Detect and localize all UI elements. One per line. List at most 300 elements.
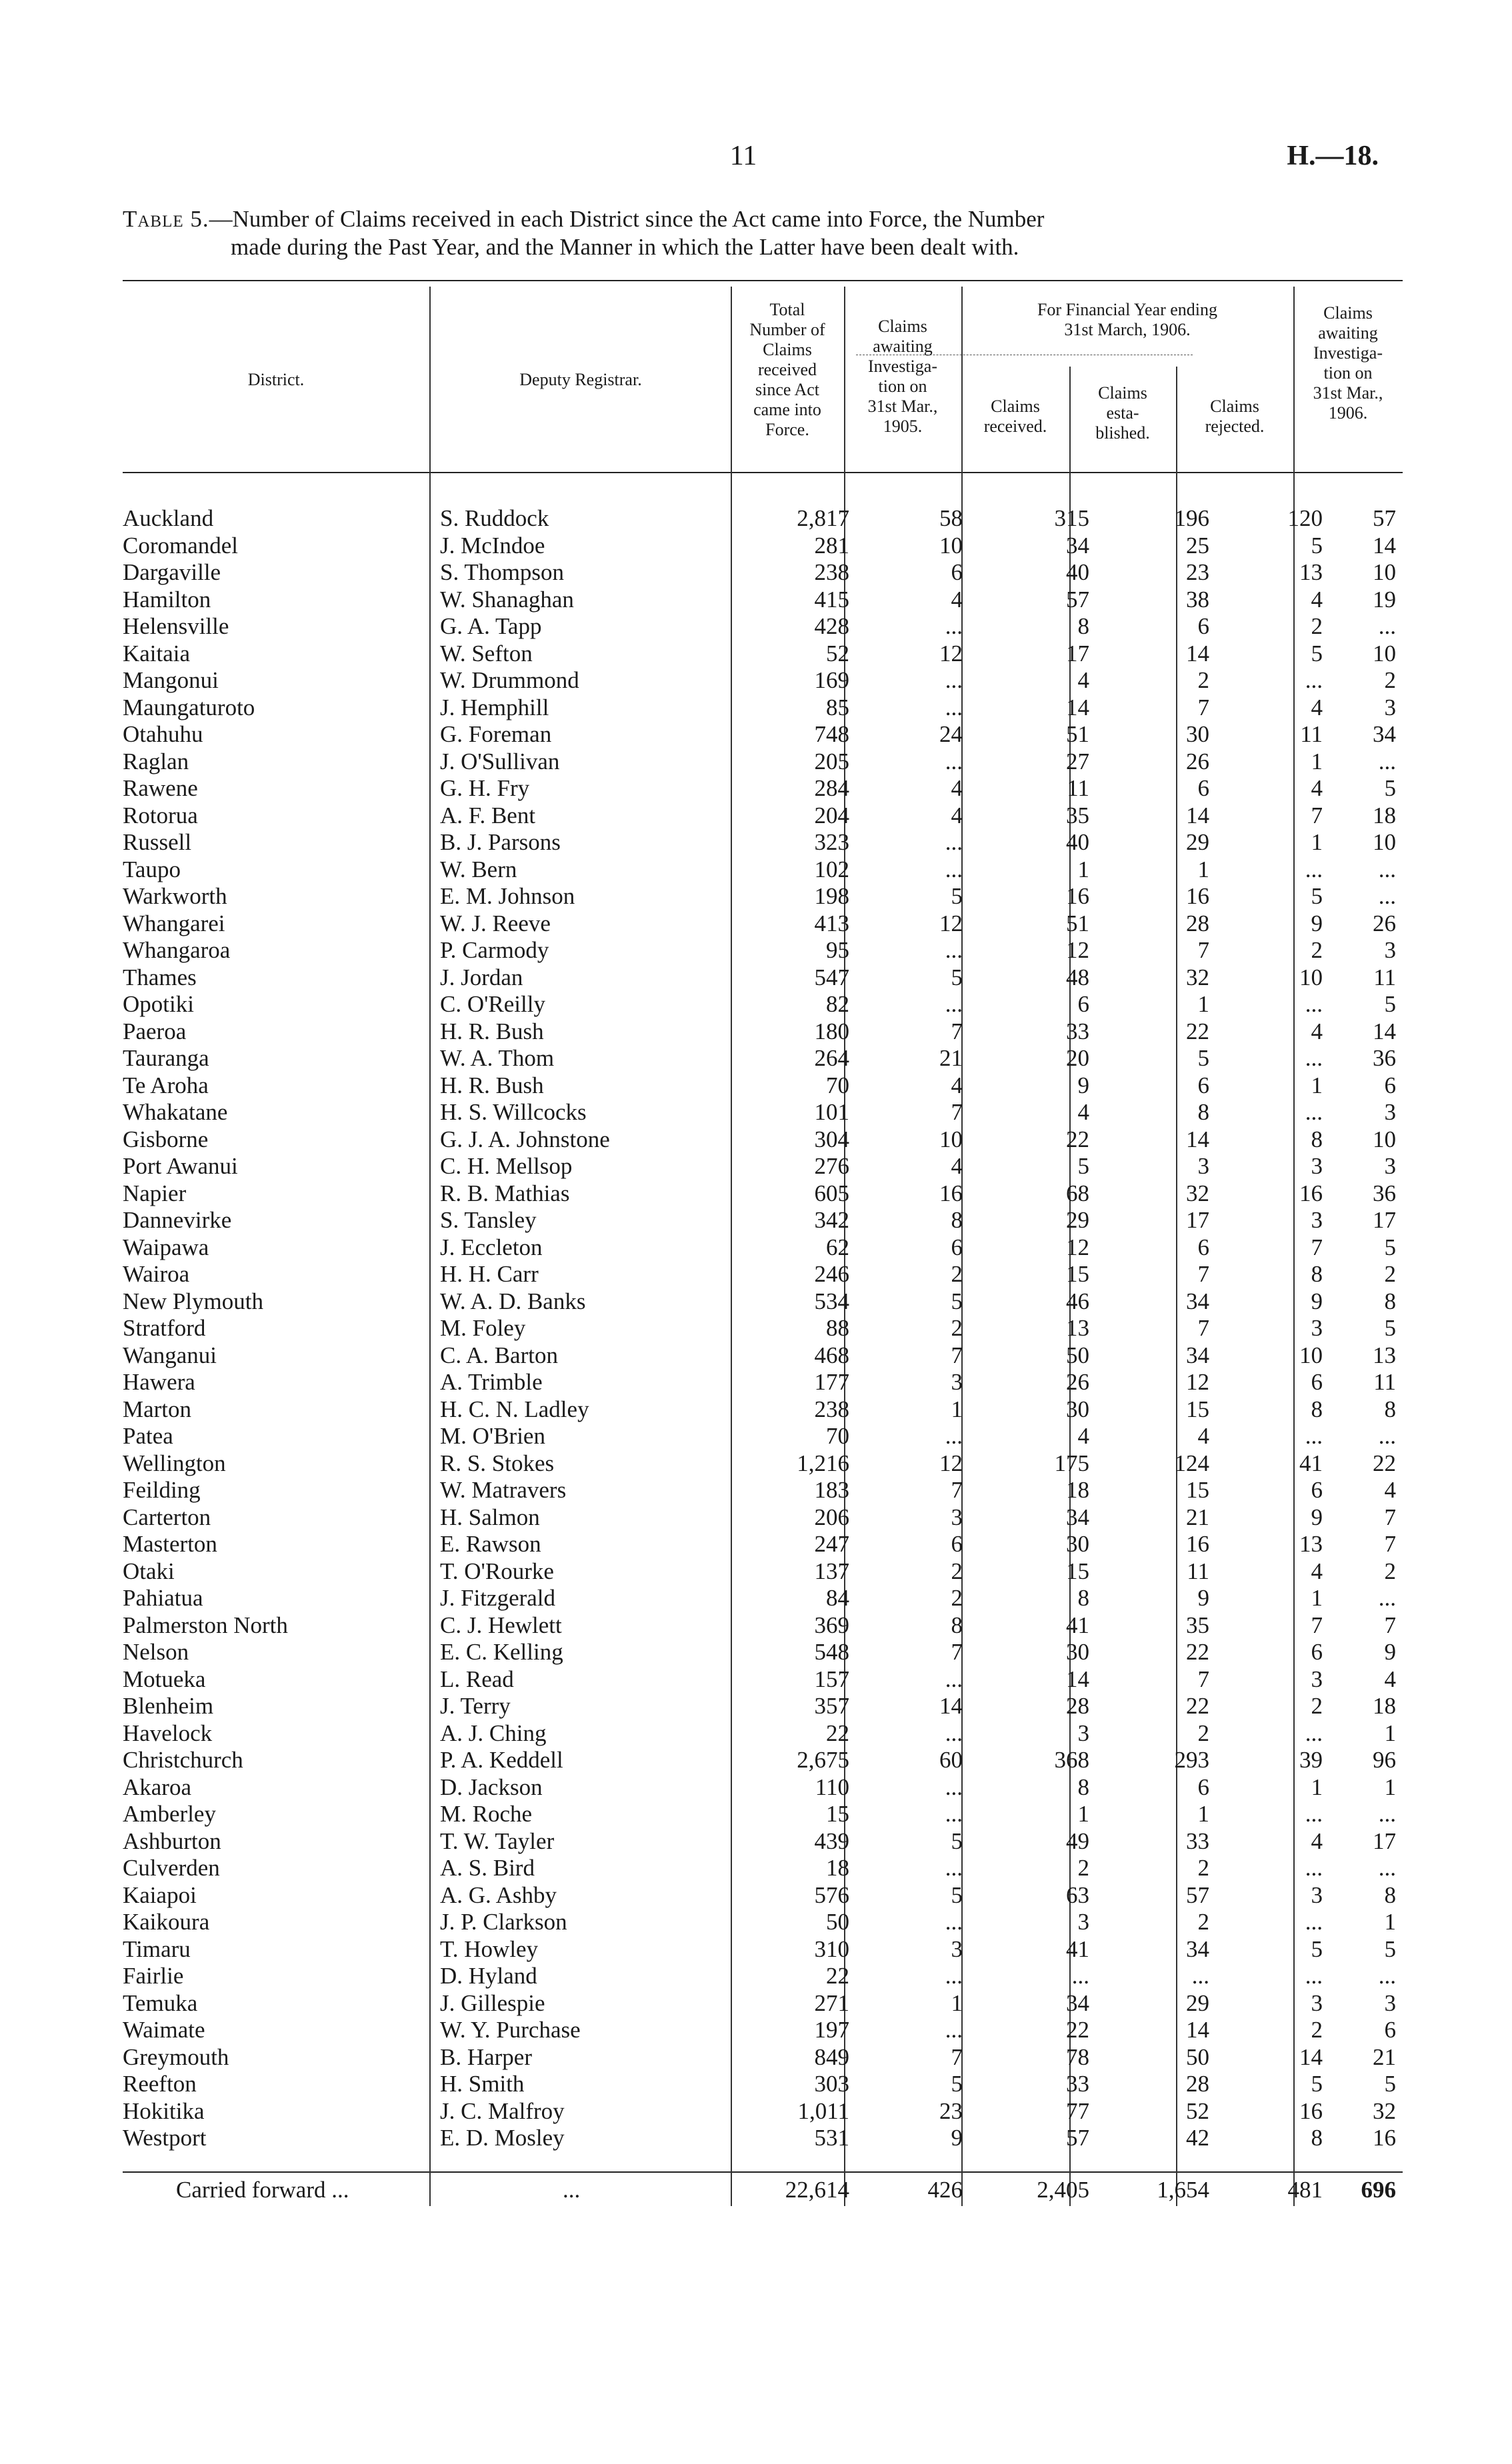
total-cell: 101 bbox=[814, 1099, 849, 1125]
rejected-cell: 4 bbox=[1311, 1828, 1323, 1854]
total-cell: 15 bbox=[826, 1801, 849, 1827]
awaiting-1906-cell: 57 bbox=[1373, 505, 1396, 531]
district-cell: Opotiki bbox=[123, 991, 194, 1017]
district-cell: Coromandel bbox=[123, 532, 239, 559]
rejected-cell: 13 bbox=[1299, 559, 1323, 585]
awaiting-1906-cell: ... bbox=[1378, 613, 1396, 639]
awaiting-1906-cell: 34 bbox=[1373, 721, 1396, 747]
total-cell: 82 bbox=[826, 991, 849, 1017]
awaiting-1906-cell: 1 bbox=[1384, 1909, 1396, 1935]
total-cell: 18 bbox=[826, 1855, 849, 1881]
table-row bbox=[123, 829, 1403, 856]
established-cell: 7 bbox=[1197, 1261, 1209, 1287]
deputy-cell: S. Tansley bbox=[440, 1207, 537, 1233]
awaiting-1905-cell: 1 bbox=[951, 1396, 963, 1422]
received-cell: 57 bbox=[1066, 2125, 1089, 2151]
table-row bbox=[123, 2071, 1403, 2098]
header-received: Claims received. bbox=[983, 397, 1047, 436]
awaiting-1906-cell: ... bbox=[1378, 883, 1396, 909]
table-row bbox=[123, 1990, 1403, 2017]
awaiting-1906-cell: 10 bbox=[1373, 640, 1396, 666]
awaiting-1905-cell: 6 bbox=[951, 1531, 963, 1557]
carried-label: Carried forward ... bbox=[176, 2177, 349, 2203]
total-cell: 70 bbox=[826, 1423, 849, 1449]
table-body bbox=[123, 505, 1403, 2152]
table-row bbox=[123, 640, 1403, 668]
awaiting-1906-cell: 3 bbox=[1384, 1099, 1396, 1125]
established-cell: 22 bbox=[1186, 1018, 1209, 1044]
received-cell: 34 bbox=[1066, 532, 1089, 559]
total-cell: 2,817 bbox=[797, 505, 849, 531]
deputy-cell: G. H. Fry bbox=[440, 775, 530, 801]
awaiting-1905-cell: 10 bbox=[939, 1126, 963, 1152]
deputy-cell: J. Terry bbox=[440, 1693, 511, 1719]
received-cell: 51 bbox=[1066, 910, 1089, 936]
rejected-cell: 4 bbox=[1311, 775, 1323, 801]
deputy-cell: S. Ruddock bbox=[440, 505, 549, 531]
awaiting-1905-cell: 3 bbox=[951, 1935, 963, 1962]
deputy-cell: H. C. N. Ladley bbox=[440, 1396, 589, 1422]
awaiting-1905-cell: ... bbox=[945, 613, 963, 639]
total-cell: 276 bbox=[814, 1153, 849, 1179]
district-cell: Tauranga bbox=[123, 1045, 209, 1071]
district-cell: Kaitaia bbox=[123, 640, 191, 666]
awaiting-1905-cell: 4 bbox=[951, 586, 963, 613]
total-cell: 310 bbox=[814, 1935, 849, 1962]
awaiting-1906-cell: 2 bbox=[1384, 667, 1396, 693]
established-cell: 29 bbox=[1186, 1989, 1209, 2016]
table-row bbox=[123, 2044, 1403, 2071]
established-cell: 25 bbox=[1186, 532, 1209, 559]
district-cell: Mangonui bbox=[123, 667, 219, 693]
total-cell: 439 bbox=[814, 1828, 849, 1854]
table-row bbox=[123, 1693, 1403, 1720]
established-cell: 42 bbox=[1186, 2125, 1209, 2151]
awaiting-1906-cell: 5 bbox=[1384, 775, 1396, 801]
received-cell: 30 bbox=[1066, 1531, 1089, 1557]
table-row bbox=[123, 1585, 1403, 1612]
received-cell: 29 bbox=[1066, 1207, 1089, 1233]
established-cell: 9 bbox=[1197, 1585, 1209, 1611]
rejected-cell: 2 bbox=[1311, 2017, 1323, 2043]
deputy-cell: H. S. Willcocks bbox=[440, 1099, 587, 1125]
table-row bbox=[123, 2017, 1403, 2044]
table-row bbox=[123, 2125, 1403, 2152]
table-row bbox=[123, 2098, 1403, 2125]
established-cell: 23 bbox=[1186, 559, 1209, 585]
awaiting-1906-cell: 5 bbox=[1384, 1935, 1396, 1962]
received-cell: 12 bbox=[1066, 937, 1089, 963]
awaiting-1906-cell: 26 bbox=[1373, 910, 1396, 936]
received-cell: 3 bbox=[1077, 1720, 1089, 1746]
established-cell: 15 bbox=[1186, 1477, 1209, 1503]
document-reference: H.—18. bbox=[1287, 141, 1379, 171]
total-cell: 52 bbox=[826, 640, 849, 666]
awaiting-1905-cell: 4 bbox=[951, 775, 963, 801]
established-cell: 7 bbox=[1197, 1315, 1209, 1341]
deputy-cell: W. Shanaghan bbox=[440, 586, 574, 613]
total-cell: 264 bbox=[814, 1045, 849, 1071]
total-cell: 281 bbox=[814, 532, 849, 559]
total-cell: 342 bbox=[814, 1207, 849, 1233]
established-cell: 6 bbox=[1197, 1234, 1209, 1260]
deputy-cell: A. F. Bent bbox=[440, 802, 536, 828]
rejected-cell: 1 bbox=[1311, 1585, 1323, 1611]
table-row bbox=[123, 1153, 1403, 1180]
awaiting-1906-cell: ... bbox=[1378, 748, 1396, 774]
deputy-cell: J. P. Clarkson bbox=[440, 1909, 567, 1935]
deputy-cell: H. H. Carr bbox=[440, 1261, 539, 1287]
table-row bbox=[123, 964, 1403, 992]
deputy-cell: G. A. Tapp bbox=[440, 613, 542, 639]
deputy-cell: J. McIndoe bbox=[440, 532, 545, 559]
table-row bbox=[123, 1801, 1403, 1828]
received-cell: 14 bbox=[1066, 1666, 1089, 1692]
established-cell: 1 bbox=[1197, 1801, 1209, 1827]
awaiting-1906-cell: ... bbox=[1378, 856, 1396, 882]
awaiting-1906-cell: 8 bbox=[1384, 1396, 1396, 1422]
deputy-cell: E. Rawson bbox=[440, 1531, 541, 1557]
awaiting-1906-cell: 9 bbox=[1384, 1639, 1396, 1665]
received-cell: ... bbox=[1071, 1963, 1089, 1989]
district-cell: Motueka bbox=[123, 1666, 206, 1692]
deputy-cell: R. S. Stokes bbox=[440, 1450, 555, 1476]
rejected-cell: 5 bbox=[1311, 1935, 1323, 1962]
rejected-cell: 9 bbox=[1311, 1288, 1323, 1314]
district-cell: Ashburton bbox=[123, 1828, 221, 1854]
awaiting-1906-cell: 36 bbox=[1373, 1045, 1396, 1071]
established-cell: 38 bbox=[1186, 586, 1209, 613]
deputy-cell: H. Smith bbox=[440, 2071, 525, 2097]
district-cell: Carterton bbox=[123, 1504, 211, 1530]
carried-established: 1,654 bbox=[1157, 2177, 1209, 2203]
awaiting-1906-cell: 2 bbox=[1384, 1261, 1396, 1287]
rejected-cell: 8 bbox=[1311, 2125, 1323, 2151]
total-cell: 357 bbox=[814, 1693, 849, 1719]
awaiting-1905-cell: 5 bbox=[951, 1828, 963, 1854]
awaiting-1906-cell: 3 bbox=[1384, 1989, 1396, 2016]
awaiting-1906-cell: 17 bbox=[1373, 1828, 1396, 1854]
table-row bbox=[123, 1504, 1403, 1532]
total-cell: 849 bbox=[814, 2043, 849, 2070]
table-row bbox=[123, 694, 1403, 722]
deputy-cell: W. J. Reeve bbox=[440, 910, 551, 936]
table-heading-line2: made during the Past Year, and the Manner in which the Latter have been dealt with. bbox=[231, 234, 1019, 260]
total-cell: 1,216 bbox=[797, 1450, 849, 1476]
awaiting-1906-cell: 36 bbox=[1373, 1180, 1396, 1206]
received-cell: 22 bbox=[1066, 2017, 1089, 2043]
table-row bbox=[123, 1126, 1403, 1154]
deputy-cell: B. Harper bbox=[440, 2043, 533, 2070]
rejected-cell: 8 bbox=[1311, 1396, 1323, 1422]
awaiting-1905-cell: ... bbox=[945, 748, 963, 774]
table-row bbox=[123, 1099, 1403, 1126]
received-cell: 27 bbox=[1066, 748, 1089, 774]
deputy-cell: T. Howley bbox=[440, 1935, 539, 1962]
awaiting-1905-cell: 24 bbox=[939, 721, 963, 747]
district-cell: Nelson bbox=[123, 1639, 189, 1665]
deputy-cell: H. Salmon bbox=[440, 1504, 540, 1530]
awaiting-1906-cell: ... bbox=[1378, 1423, 1396, 1449]
header-awaiting-1905: Claims awaiting Investiga- tion on 31st Mar., 1905. bbox=[867, 317, 938, 436]
awaiting-1906-cell: ... bbox=[1378, 1963, 1396, 1989]
rejected-cell: ... bbox=[1305, 1855, 1323, 1881]
established-cell: 7 bbox=[1197, 694, 1209, 720]
rejected-cell: 2 bbox=[1311, 937, 1323, 963]
total-cell: 304 bbox=[814, 1126, 849, 1152]
total-cell: 95 bbox=[826, 937, 849, 963]
deputy-cell: J. Fitzgerald bbox=[440, 1585, 556, 1611]
carried-forward-row bbox=[123, 2175, 1403, 2205]
rejected-cell: 10 bbox=[1299, 964, 1323, 990]
awaiting-1905-cell: 6 bbox=[951, 559, 963, 585]
district-cell: Otahuhu bbox=[123, 721, 203, 747]
total-cell: 206 bbox=[814, 1504, 849, 1530]
deputy-cell: W. Y. Purchase bbox=[440, 2017, 581, 2043]
established-cell: 6 bbox=[1197, 1072, 1209, 1098]
awaiting-1905-cell: 8 bbox=[951, 1207, 963, 1233]
table-row bbox=[123, 1369, 1403, 1396]
table-row bbox=[123, 775, 1403, 802]
rejected-cell: 6 bbox=[1311, 1369, 1323, 1395]
awaiting-1906-cell: 10 bbox=[1373, 1126, 1396, 1152]
awaiting-1905-cell: 3 bbox=[951, 1504, 963, 1530]
deputy-cell: A. J. Ching bbox=[440, 1720, 547, 1746]
table-row bbox=[123, 1666, 1403, 1694]
received-cell: 49 bbox=[1066, 1828, 1089, 1854]
district-cell: Whangaroa bbox=[123, 937, 231, 963]
total-cell: 198 bbox=[814, 883, 849, 909]
total-cell: 605 bbox=[814, 1180, 849, 1206]
received-cell: 41 bbox=[1066, 1612, 1089, 1638]
received-cell: 26 bbox=[1066, 1369, 1089, 1395]
rejected-cell: ... bbox=[1305, 1099, 1323, 1125]
district-cell: Taupo bbox=[123, 856, 181, 882]
awaiting-1906-cell: 7 bbox=[1384, 1612, 1396, 1638]
received-cell: 46 bbox=[1066, 1288, 1089, 1314]
established-cell: 124 bbox=[1174, 1450, 1209, 1476]
awaiting-1906-cell: 4 bbox=[1384, 1477, 1396, 1503]
awaiting-1906-cell: 19 bbox=[1373, 586, 1396, 613]
awaiting-1905-cell: 12 bbox=[939, 1450, 963, 1476]
awaiting-1906-cell: 10 bbox=[1373, 829, 1396, 855]
deputy-cell: J. Gillespie bbox=[440, 1989, 545, 2016]
total-cell: 157 bbox=[814, 1666, 849, 1692]
table-row bbox=[123, 802, 1403, 830]
awaiting-1905-cell: 2 bbox=[951, 1585, 963, 1611]
district-cell: Marton bbox=[123, 1396, 192, 1422]
deputy-cell: J. C. Malfroy bbox=[440, 2097, 565, 2124]
awaiting-1905-cell: 10 bbox=[939, 532, 963, 559]
deputy-cell: C. O'Reilly bbox=[440, 991, 545, 1017]
deputy-cell: W. Matravers bbox=[440, 1477, 567, 1503]
deputy-cell: S. Thompson bbox=[440, 559, 565, 585]
rejected-cell: 120 bbox=[1287, 505, 1323, 531]
awaiting-1905-cell: 5 bbox=[951, 2071, 963, 2097]
awaiting-1906-cell: 6 bbox=[1384, 1072, 1396, 1098]
total-cell: 531 bbox=[814, 2125, 849, 2151]
awaiting-1906-cell: 14 bbox=[1373, 532, 1396, 559]
rejected-cell: 7 bbox=[1311, 1234, 1323, 1260]
district-cell: Te Aroha bbox=[123, 1072, 209, 1098]
awaiting-1906-cell: 96 bbox=[1373, 1747, 1396, 1773]
rejected-cell: 2 bbox=[1311, 613, 1323, 639]
received-cell: 8 bbox=[1077, 613, 1089, 639]
awaiting-1905-cell: 7 bbox=[951, 1099, 963, 1125]
deputy-cell: A. Trimble bbox=[440, 1369, 543, 1395]
district-cell: Havelock bbox=[123, 1720, 213, 1746]
established-cell: 2 bbox=[1197, 1855, 1209, 1881]
district-cell: Raglan bbox=[123, 748, 189, 774]
table-row bbox=[123, 1072, 1403, 1100]
total-cell: 110 bbox=[815, 1774, 849, 1800]
received-cell: 34 bbox=[1066, 1989, 1089, 2016]
established-cell: 32 bbox=[1186, 964, 1209, 990]
established-cell: 57 bbox=[1186, 1881, 1209, 1908]
received-cell: 2 bbox=[1077, 1855, 1089, 1881]
district-cell: Fairlie bbox=[123, 1963, 184, 1989]
total-cell: 1,011 bbox=[797, 2097, 849, 2124]
carried-rejected: 481 bbox=[1287, 2177, 1323, 2203]
rejected-cell: 6 bbox=[1311, 1639, 1323, 1665]
table-row bbox=[123, 991, 1403, 1018]
deputy-cell: H. R. Bush bbox=[440, 1018, 544, 1044]
received-cell: 30 bbox=[1066, 1639, 1089, 1665]
established-cell: 22 bbox=[1186, 1639, 1209, 1665]
awaiting-1905-cell: 7 bbox=[951, 1342, 963, 1368]
district-cell: Helensville bbox=[123, 613, 229, 639]
established-cell: 21 bbox=[1186, 1504, 1209, 1530]
table-row bbox=[123, 1612, 1403, 1640]
awaiting-1906-cell: 17 bbox=[1373, 1207, 1396, 1233]
district-cell: Dargaville bbox=[123, 559, 221, 585]
district-cell: Dannevirke bbox=[123, 1207, 232, 1233]
table-row bbox=[123, 533, 1403, 560]
deputy-cell: T. O'Rourke bbox=[440, 1558, 554, 1584]
awaiting-1906-cell: 11 bbox=[1373, 964, 1396, 990]
established-cell: 196 bbox=[1174, 505, 1209, 531]
table-row bbox=[123, 1720, 1403, 1748]
established-cell: 6 bbox=[1197, 613, 1209, 639]
established-cell: 2 bbox=[1197, 667, 1209, 693]
rejected-cell: 1 bbox=[1311, 1774, 1323, 1800]
total-cell: 271 bbox=[814, 1989, 849, 2016]
awaiting-1905-cell: 9 bbox=[951, 2125, 963, 2151]
rejected-cell: 7 bbox=[1311, 1612, 1323, 1638]
awaiting-1905-cell: 1 bbox=[951, 1989, 963, 2016]
total-cell: 323 bbox=[814, 829, 849, 855]
total-cell: 303 bbox=[814, 2071, 849, 2097]
deputy-cell: W. Bern bbox=[440, 856, 517, 882]
established-cell: 15 bbox=[1186, 1396, 1209, 1422]
table-row bbox=[123, 937, 1403, 964]
received-cell: 40 bbox=[1066, 559, 1089, 585]
district-cell: Hokitika bbox=[123, 2097, 205, 2124]
awaiting-1905-cell: 7 bbox=[951, 1639, 963, 1665]
awaiting-1905-cell: ... bbox=[945, 991, 963, 1017]
awaiting-1905-cell: 4 bbox=[951, 1153, 963, 1179]
district-cell: Rotorua bbox=[123, 802, 198, 828]
district-cell: Rawene bbox=[123, 775, 198, 801]
received-cell: 20 bbox=[1066, 1045, 1089, 1071]
rejected-cell: ... bbox=[1305, 1720, 1323, 1746]
deputy-cell: A. S. Bird bbox=[440, 1855, 535, 1881]
rejected-cell: 7 bbox=[1311, 802, 1323, 828]
table-row bbox=[123, 1315, 1403, 1342]
total-cell: 468 bbox=[814, 1342, 849, 1368]
district-cell: Christchurch bbox=[123, 1747, 243, 1773]
table-label: Table 5. bbox=[123, 206, 209, 232]
awaiting-1906-cell: 1 bbox=[1384, 1774, 1396, 1800]
header-district: District. bbox=[247, 370, 305, 389]
awaiting-1906-cell: 13 bbox=[1373, 1342, 1396, 1368]
district-cell: Temuka bbox=[123, 1989, 198, 2016]
header-awaiting-1906: Claims awaiting Investiga- tion on 31st Mar., 1906. bbox=[1313, 303, 1383, 423]
awaiting-1905-cell: 5 bbox=[951, 1288, 963, 1314]
received-cell: 315 bbox=[1054, 505, 1089, 531]
awaiting-1905-cell: ... bbox=[945, 1423, 963, 1449]
total-cell: 246 bbox=[814, 1261, 849, 1287]
header-financial-year: For Financial Year ending 31st March, 1906. bbox=[1037, 300, 1218, 339]
deputy-cell: M. Roche bbox=[440, 1801, 533, 1827]
district-cell: Waimate bbox=[123, 2017, 205, 2043]
rejected-cell: ... bbox=[1305, 991, 1323, 1017]
received-cell: 77 bbox=[1066, 2097, 1089, 2124]
awaiting-1906-cell: ... bbox=[1378, 1801, 1396, 1827]
rejected-cell: 5 bbox=[1311, 2071, 1323, 2097]
table-row bbox=[123, 1747, 1403, 1774]
total-cell: 169 bbox=[814, 667, 849, 693]
established-cell: 5 bbox=[1197, 1045, 1209, 1071]
table-row bbox=[123, 559, 1403, 587]
table-row bbox=[123, 883, 1403, 910]
rejected-cell: 4 bbox=[1311, 694, 1323, 720]
district-cell: Waipawa bbox=[123, 1234, 209, 1260]
carried-deputy: ... bbox=[563, 2177, 581, 2203]
awaiting-1906-cell: 3 bbox=[1384, 937, 1396, 963]
deputy-cell: T. W. Tayler bbox=[440, 1828, 555, 1854]
rejected-cell: 9 bbox=[1311, 910, 1323, 936]
total-cell: 177 bbox=[814, 1369, 849, 1395]
awaiting-1905-cell: ... bbox=[945, 1963, 963, 1989]
received-cell: 5 bbox=[1077, 1153, 1089, 1179]
awaiting-1905-cell: ... bbox=[945, 856, 963, 882]
received-cell: 35 bbox=[1066, 802, 1089, 828]
table-row bbox=[123, 1261, 1403, 1288]
header-rule bbox=[123, 472, 1403, 473]
received-cell: 40 bbox=[1066, 829, 1089, 855]
awaiting-1905-cell: 5 bbox=[951, 1881, 963, 1908]
rejected-cell: 11 bbox=[1300, 721, 1323, 747]
received-cell: 15 bbox=[1066, 1558, 1089, 1584]
established-cell: 11 bbox=[1187, 1558, 1209, 1584]
awaiting-1906-cell: 3 bbox=[1384, 1153, 1396, 1179]
district-cell: Port Awanui bbox=[123, 1153, 238, 1179]
awaiting-1906-cell: ... bbox=[1378, 1855, 1396, 1881]
rejected-cell: 8 bbox=[1311, 1261, 1323, 1287]
established-cell: 1 bbox=[1197, 856, 1209, 882]
received-cell: 1 bbox=[1077, 1801, 1089, 1827]
total-cell: 50 bbox=[826, 1909, 849, 1935]
total-cell: 247 bbox=[814, 1531, 849, 1557]
deputy-cell: W. Drummond bbox=[440, 667, 579, 693]
awaiting-1905-cell: 2 bbox=[951, 1315, 963, 1341]
established-cell: 7 bbox=[1197, 1666, 1209, 1692]
received-cell: 15 bbox=[1066, 1261, 1089, 1287]
established-cell: 34 bbox=[1186, 1342, 1209, 1368]
carried-received: 2,405 bbox=[1037, 2177, 1089, 2203]
received-cell: 18 bbox=[1066, 1477, 1089, 1503]
